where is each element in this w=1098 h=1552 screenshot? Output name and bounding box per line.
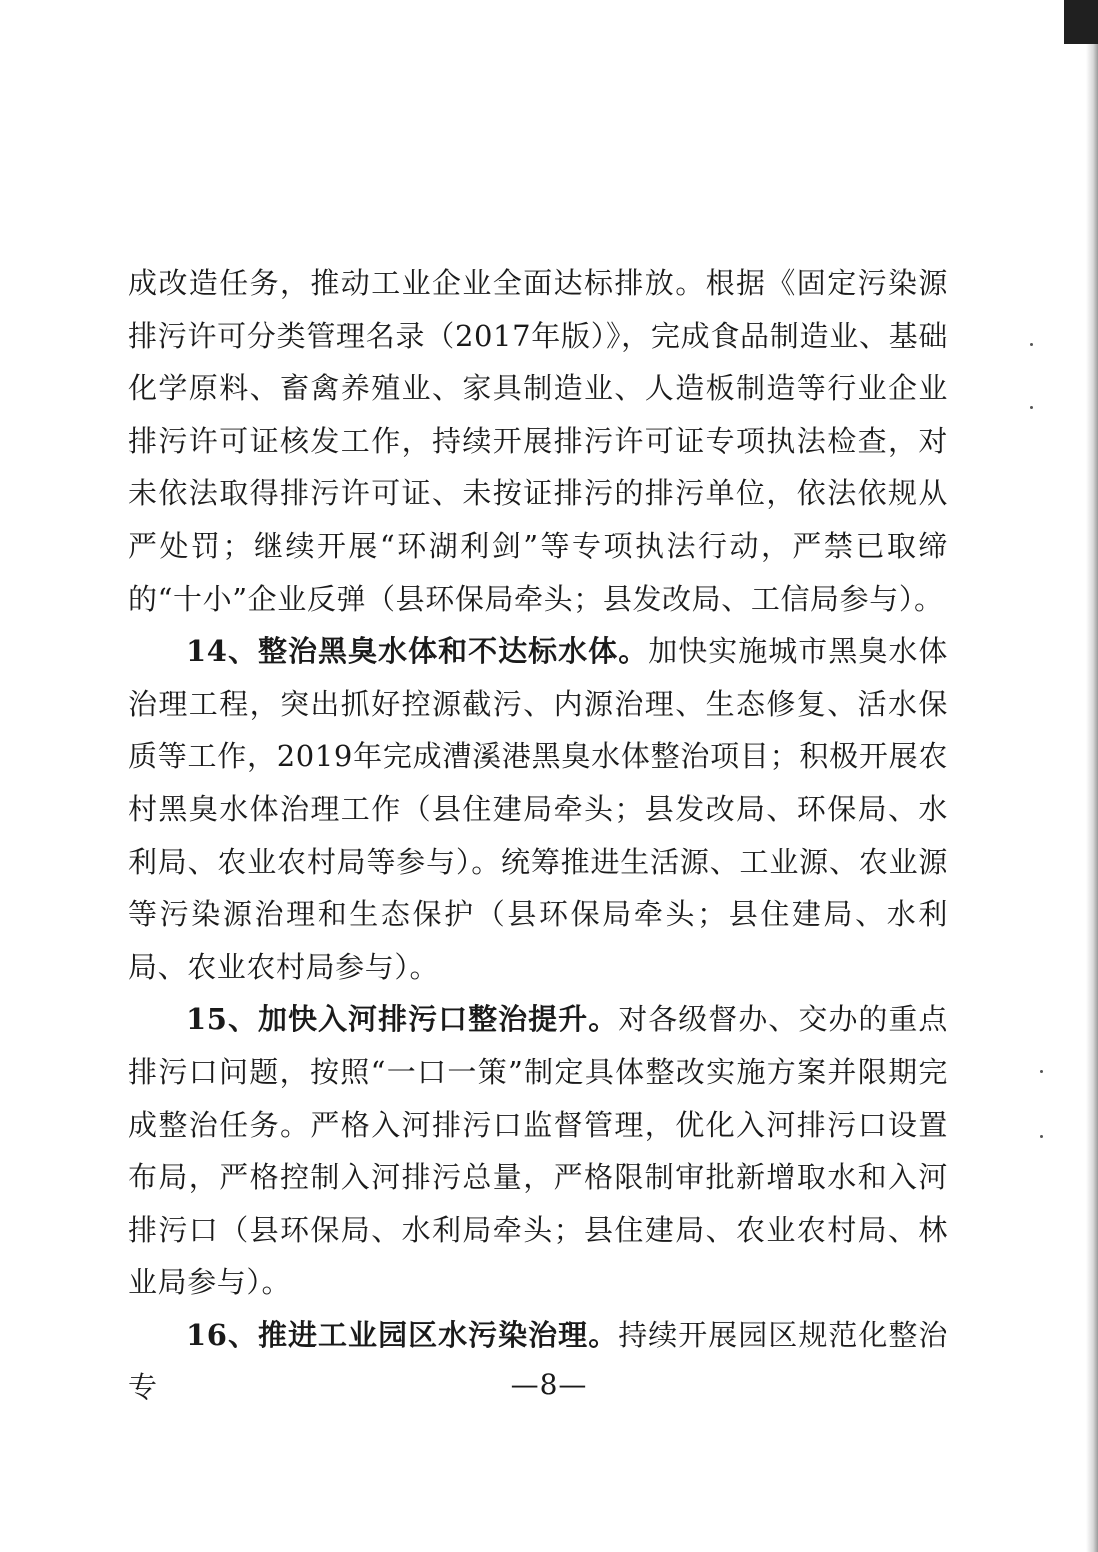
page-edge-shadow bbox=[1086, 0, 1098, 1552]
document-body bbox=[128, 257, 948, 1414]
paragraph-continuation bbox=[128, 257, 948, 625]
item-heading: 16、推进工业园区水污染治理。 bbox=[186, 1317, 619, 1352]
item-heading: 15、加快入河排污口整治提升。 bbox=[186, 1002, 619, 1037]
scan-speck bbox=[1030, 406, 1033, 409]
paragraph-text: 持续开展园区规范化整治专 bbox=[128, 1317, 948, 1405]
paragraph-item-15 bbox=[128, 993, 948, 1309]
item-heading: 14、整治黑臭水体和不达标水体。 bbox=[186, 634, 649, 669]
page-number: —8— bbox=[510, 1368, 588, 1401]
scan-speck bbox=[1030, 343, 1033, 346]
paragraph-text: 加快实施城市黑臭水体治理工程，突出抓好控源截污、内源治理、生态修复、活水保质等工作，2019年完成漕溪港黑臭水体整治项目；积极开展农村黑臭水体治理工作（县住建局牵头；县发改局、环保局、水利局、农业农村局等参与）。统筹推进生活源、工业源、农业源等污染源治理和生态保护（县环保局牵头；县住建局、水利局、农业农村局参与）。 bbox=[128, 634, 948, 984]
paragraph-item-14 bbox=[128, 625, 948, 993]
paragraph-text: 对各级督办、交办的重点排污口问题，按照“一口一策”制定具体整改实施方案并限期完成整治任务。严格入河排污口监督管理，优化入河排污口设置布局，严格控制入河排污总量，严格限制审批新增取水和入河排污口（县环保局、水利局牵头；县住建局、农业农村局、林业局参与）。 bbox=[128, 1002, 948, 1300]
page-corner-mark bbox=[1064, 0, 1098, 44]
scan-speck bbox=[1040, 1135, 1043, 1138]
paragraph-text: 成改造任务，推动工业企业全面达标排放。根据《固定污染源排污许可分类管理名录（2017年版）》，完成食品制造业、基础化学原料、畜禽养殖业、家具制造业、人造板制造等行业企业排污许可证核发工作，持续开展排污许可证专项执法检查，对未依法取得排污许可证、未按证排污的排污单位，依法依规从严处罚；继续开展“环湖利剑”等专项执法行动，严禁已取缔的“十小”企业反弹（县环保局牵头；县发改局、工信局参与）。 bbox=[128, 266, 948, 616]
scan-speck bbox=[1040, 1070, 1043, 1073]
